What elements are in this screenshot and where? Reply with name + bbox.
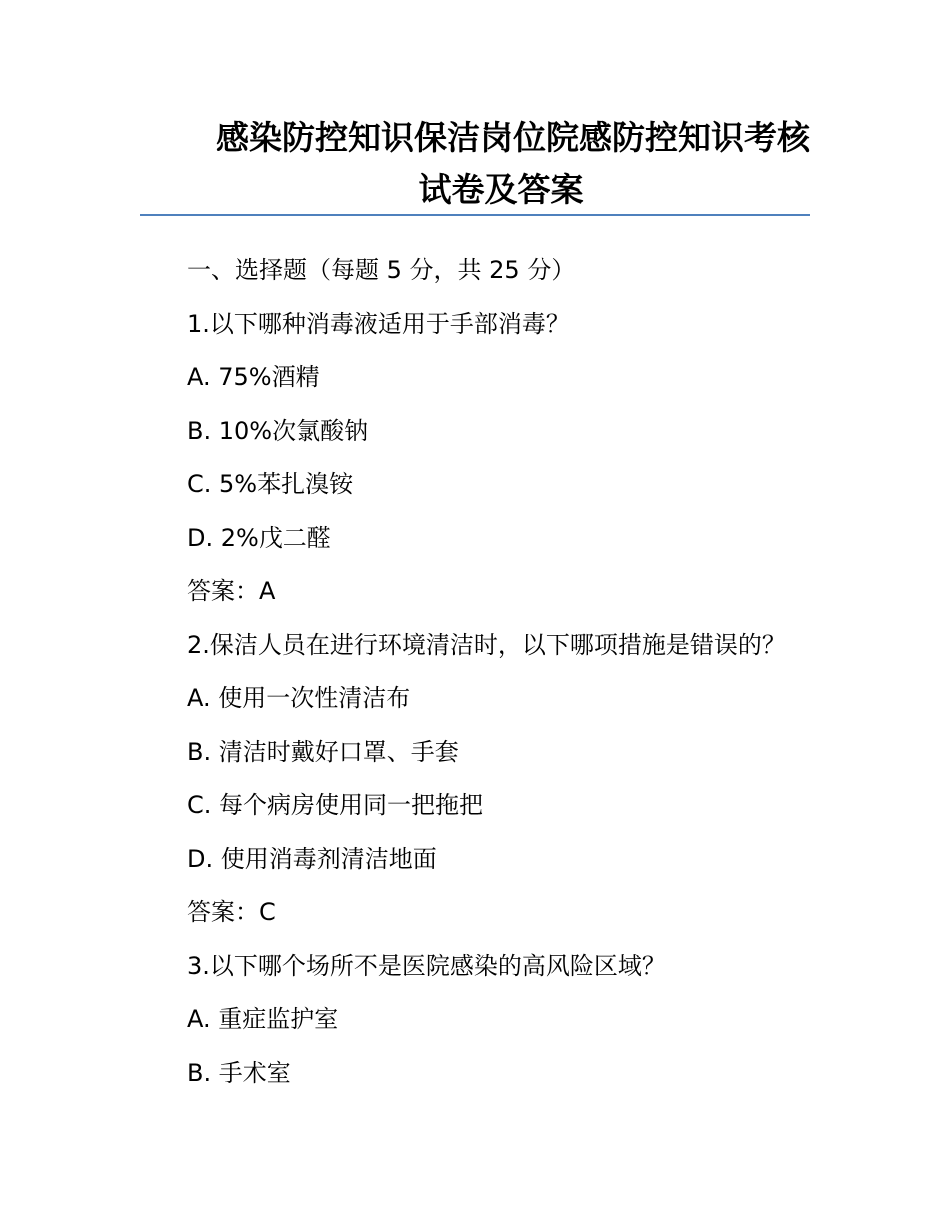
question-1-answer: 答案：A: [187, 577, 276, 605]
section-heading: 一、选择题（每题 5 分，共 25 分）: [187, 256, 576, 284]
title-underline: [140, 214, 810, 216]
question-1-option-b: B. 10%次氯酸钠: [187, 416, 369, 445]
question-3: 3.以下哪个场所不是医院感染的高风险区域？: [187, 951, 666, 980]
question-3-option-b: B. 手术室: [187, 1058, 291, 1087]
question-1-option-d: D. 2%戊二醛: [187, 523, 331, 552]
document-body: [187, 244, 827, 1100]
question-2-option-a: A. 使用一次性清洁布: [187, 684, 411, 712]
question-1-option-c: C. 5%苯扎溴铵: [187, 470, 354, 498]
title-line-1: 感染防控知识保洁岗位院感防控知识考核: [216, 118, 810, 157]
question-2-option-b: B. 清洁时戴好口罩、手套: [187, 737, 459, 766]
question-3-option-a: A. 重症监护室: [187, 1005, 339, 1033]
question-2: 2.保洁人员在进行环境清洁时，以下哪项措施是错误的？: [187, 630, 786, 659]
title-line-2: 试卷及答案: [418, 170, 584, 209]
question-2-option-d: D. 使用消毒剂清洁地面: [187, 844, 437, 873]
question-2-option-c: C. 每个病房使用同一把拖把: [187, 791, 484, 819]
question-1-option-a: A. 75%酒精: [187, 363, 320, 391]
question-2-answer: 答案：C: [187, 898, 276, 926]
document-title: [140, 112, 810, 216]
question-1: 1.以下哪种消毒液适用于手部消毒？: [187, 309, 570, 338]
